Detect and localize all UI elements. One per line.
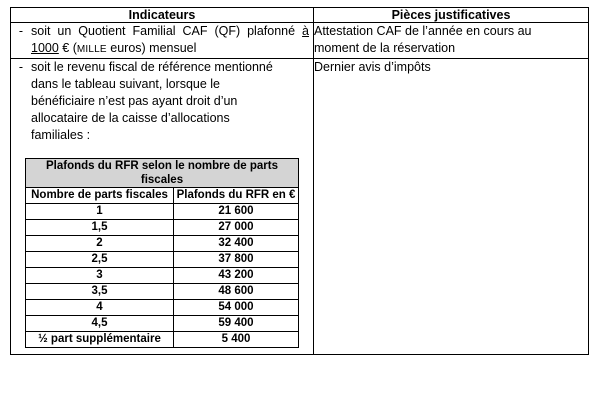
- rfr-parts-value: 3: [26, 268, 174, 284]
- rfr-row: [26, 204, 299, 220]
- table-row: [11, 59, 589, 355]
- indicator-line-1: soit le revenu fiscal de référence mentionné: [31, 60, 273, 74]
- table-header-row: [11, 8, 589, 23]
- rfr-plafond-value: 59 400: [174, 316, 299, 332]
- rfr-table-container: [11, 144, 313, 354]
- indicator-line-3: bénéficiaire n’est pas ayant droit d’un: [31, 94, 238, 108]
- rfr-plafond-value: 48 600: [174, 284, 299, 300]
- indicator-line-5: familiales :: [31, 128, 91, 142]
- rfr-table-title: Plafonds du RFR selon le nombre de parts fiscales: [26, 159, 299, 188]
- rfr-parts-value: 4: [26, 300, 174, 316]
- rfr-row: [26, 236, 299, 252]
- rfr-plafond-value: 37 800: [174, 252, 299, 268]
- bullet-item: [11, 23, 313, 58]
- indicator-text-qf: [31, 23, 313, 58]
- rfr-plafond-value: 21 600: [174, 204, 299, 220]
- rfr-thresholds-table: [25, 158, 299, 348]
- rfr-parts-value: ½ part supplémentaire: [26, 332, 174, 348]
- rfr-parts-value: 1,5: [26, 220, 174, 236]
- indicator-cell-qf: [11, 23, 314, 59]
- rfr-row: [26, 316, 299, 332]
- rfr-parts-value: 1: [26, 204, 174, 220]
- indicator-line-4: allocataire de la caisse d’allocations: [31, 111, 230, 125]
- rfr-plafond-value: 27 000: [174, 220, 299, 236]
- rfr-parts-value: 2,5: [26, 252, 174, 268]
- rfr-header-row: [26, 188, 299, 204]
- rfr-column-header-plafonds: Plafonds du RFR en €: [174, 188, 299, 204]
- indicator-line-2: dans le tableau suivant, lorsque le: [31, 77, 221, 91]
- indicator-line-1: soit un Quotient Familial CAF (QF) plafonné: [31, 24, 296, 38]
- qf-period-suffix: euros) mensuel: [106, 41, 197, 55]
- qf-amount-underlined: à 1000: [31, 24, 309, 55]
- rfr-column-header-parts: Nombre de parts fiscales: [26, 188, 174, 204]
- rfr-title-row: [26, 159, 299, 188]
- piece-cell-avis-impots: [314, 59, 589, 355]
- column-header-indicateurs: Indicateurs: [11, 8, 314, 23]
- rfr-plafond-value: 43 200: [174, 268, 299, 284]
- bullet-item: [11, 59, 313, 144]
- qf-euro-symbol: € (: [58, 41, 77, 55]
- indicator-cell-rfr: [11, 59, 314, 355]
- indicator-text-rfr: [31, 59, 313, 144]
- piece-text-avis-impots: Dernier avis d’impôts: [314, 60, 431, 74]
- rfr-row: [26, 252, 299, 268]
- rfr-row: [26, 268, 299, 284]
- piece-line-2: moment de la réservation: [314, 41, 456, 55]
- rfr-parts-value: 2: [26, 236, 174, 252]
- piece-line-1: Attestation CAF de l’année en cours au: [314, 24, 532, 38]
- column-header-pieces-justificatives: Pièces justificatives: [314, 8, 589, 23]
- rfr-plafond-value: 54 000: [174, 300, 299, 316]
- bullet-dash: -: [18, 60, 24, 74]
- rfr-row: [26, 220, 299, 236]
- rfr-plafond-value: 5 400: [174, 332, 299, 348]
- table-row: [11, 23, 589, 59]
- qf-amount-words: MILLE: [76, 44, 107, 55]
- bullet-dash: -: [18, 24, 24, 38]
- rfr-row: [26, 300, 299, 316]
- rfr-parts-value: 4,5: [26, 316, 174, 332]
- requirements-table: [10, 7, 589, 355]
- rfr-row: [26, 284, 299, 300]
- rfr-plafond-value: 32 400: [174, 236, 299, 252]
- rfr-parts-value: 3,5: [26, 284, 174, 300]
- rfr-row: [26, 332, 299, 348]
- piece-text-attestation: [314, 23, 588, 57]
- piece-cell-attestation-caf: [314, 23, 589, 59]
